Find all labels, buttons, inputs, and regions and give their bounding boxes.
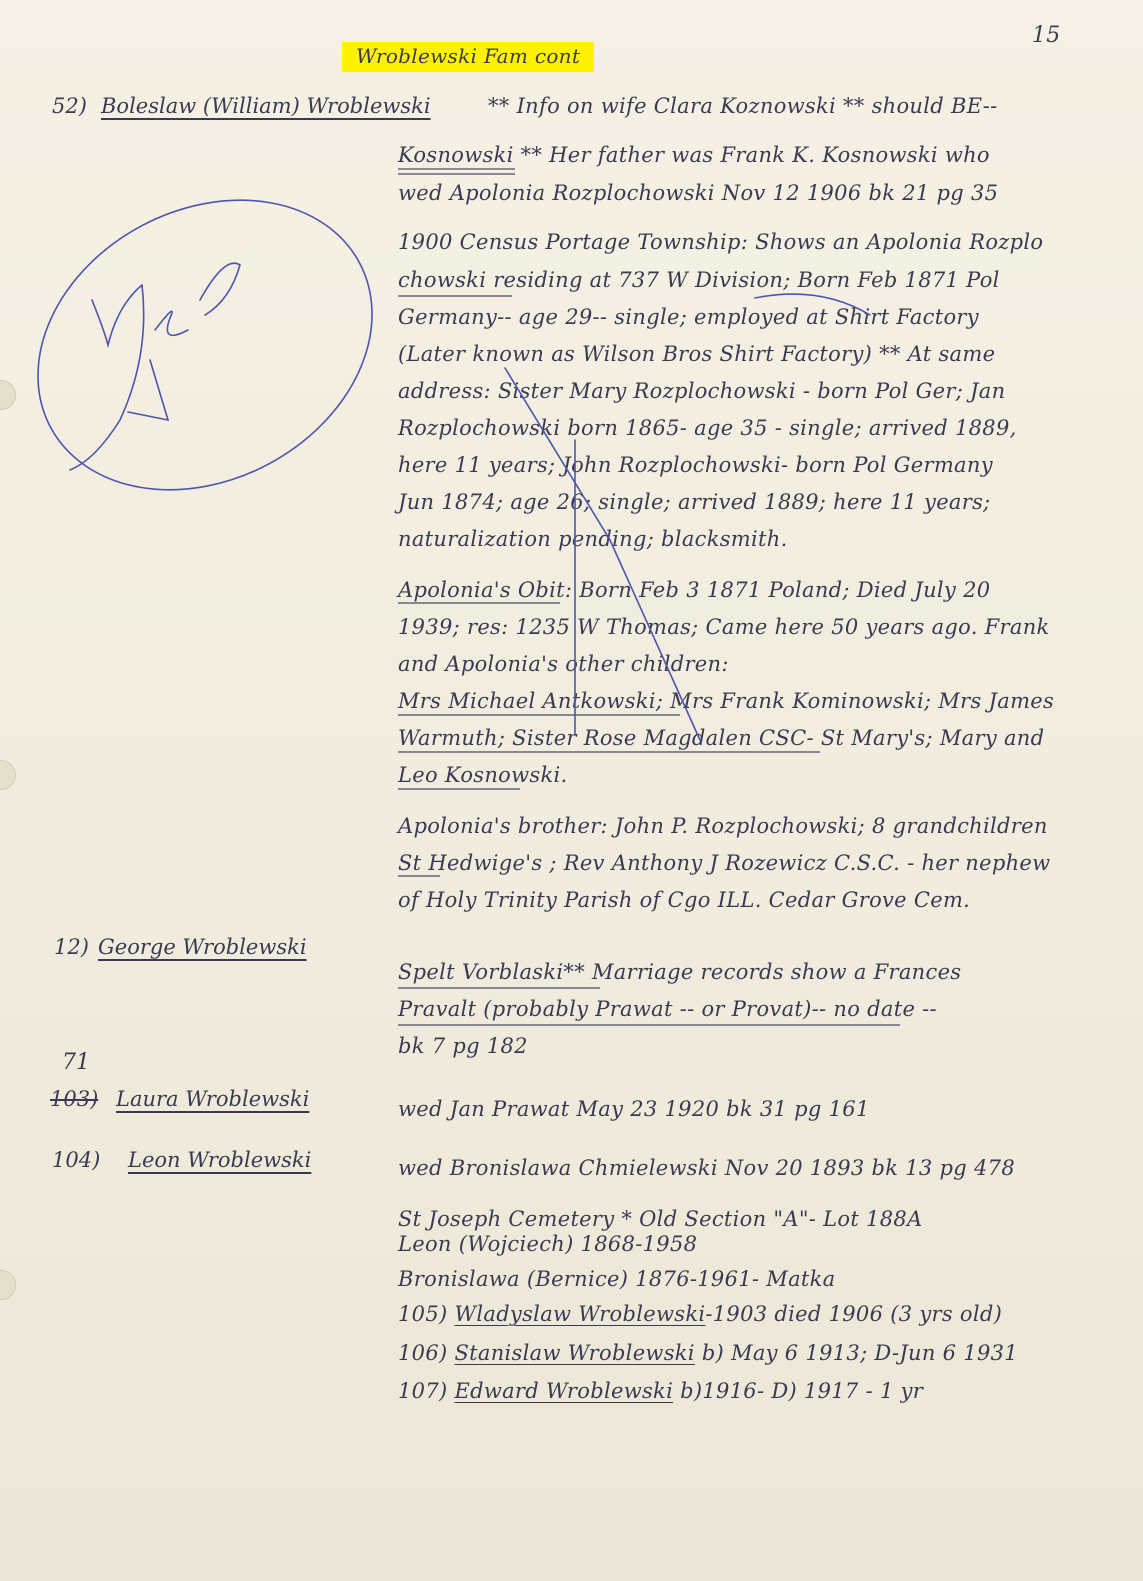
note-line: Rozplochowski born 1865- age 35 - single; arrived 1889,	[398, 416, 1017, 440]
note-line: Apolonia's Obit: Born Feb 3 1871 Poland; Died July 20	[398, 578, 991, 602]
note-line: Bronislawa (Bernice) 1876-1961- Matka	[398, 1267, 836, 1291]
note-line: Warmuth; Sister Rose Magdalen CSC- St Mary's; Mary and	[398, 726, 1045, 750]
child-name: Edward Wroblewski	[454, 1379, 674, 1403]
note-line: Jun 1874; age 26; single; arrived 1889; here 11 years;	[398, 490, 991, 514]
entry-52-id: 52)	[52, 94, 87, 118]
margin-mark: 71	[62, 1050, 90, 1075]
note-line: Spelt Vorblaski** Marriage records show a Frances	[398, 960, 962, 984]
note-line: Leon (Wojciech) 1868-1958	[398, 1232, 698, 1256]
note-line: address: Sister Mary Rozplochowski - born Pol Ger; Jan	[398, 379, 1006, 403]
child-text: b)1916- D) 1917 - 1 yr	[680, 1379, 924, 1403]
page-title: Wroblewski Fam cont	[342, 44, 594, 68]
child-name: Wladyslaw Wroblewski	[454, 1302, 706, 1326]
note-line: Mrs Michael Antkowski; Mrs Frank Kominowski; Mrs James	[398, 689, 1055, 713]
child-text: -1903 died 1906 (3 yrs old)	[705, 1302, 1003, 1326]
entry-104-name: Leon Wroblewski	[128, 1148, 312, 1172]
entry-52-note-head: ** Info on wife Clara Koznowski ** should BE--	[488, 94, 998, 118]
child-id: 105)	[398, 1302, 448, 1326]
entry-52-name: Boleslaw (William) Wroblewski	[101, 94, 431, 118]
note-line: naturalization pending; blacksmith.	[398, 527, 788, 551]
note-line: Kosnowski ** Her father was Frank K. Kosnowski who	[398, 143, 990, 167]
entry-103-id: 103)	[50, 1087, 99, 1111]
page-number: 15	[1032, 23, 1061, 48]
note-line: and Apolonia's other children:	[398, 652, 729, 676]
note-line: Leo Kosnowski.	[398, 763, 568, 787]
note-line: wed Bronislawa Chmielewski Nov 20 1893 bk 13 pg 478	[398, 1156, 1015, 1180]
child-name: Stanislaw Wroblewski	[454, 1341, 695, 1365]
note-line: (Later known as Wilson Bros Shirt Factory) ** At same	[398, 342, 996, 366]
note-line: St Hedwige's ; Rev Anthony J Rozewicz C.S.C. - her nephew	[398, 851, 1051, 875]
note-line: St Joseph Cemetery * Old Section "A"- Lot 188A	[398, 1207, 923, 1231]
entry-12-name: George Wroblewski	[98, 935, 307, 959]
note-line: Germany-- age 29-- single; employed at Shirt Factory	[398, 305, 979, 329]
note-line: 1939; res: 1235 W Thomas; Came here 50 years ago. Frank	[398, 615, 1050, 639]
note-line: wed Jan Prawat May 23 1920 bk 31 pg 161	[398, 1097, 870, 1121]
entry-103-name: Laura Wroblewski	[116, 1087, 310, 1111]
child-text: b) May 6 1913; D-Jun 6 1931	[701, 1341, 1018, 1365]
note-line: bk 7 pg 182	[398, 1034, 528, 1058]
note-line: chowski residing at 737 W Division; Born Feb 1871 Pol	[398, 268, 1000, 292]
note-line: here 11 years; John Rozplochowski- born Pol Germany	[398, 453, 993, 477]
note-line: Pravalt (probably Prawat -- or Provat)-- no date --	[398, 997, 937, 1021]
entry-104-id: 104)	[52, 1148, 101, 1172]
note-line: wed Apolonia Rozplochowski Nov 12 1906 bk 21 pg 35	[398, 181, 999, 205]
child-id: 106)	[398, 1341, 448, 1365]
note-line: 1900 Census Portage Township: Shows an Apolonia Rozplo	[398, 230, 1044, 254]
entry-12-id: 12)	[54, 935, 89, 959]
pen-annotation	[0, 144, 870, 740]
note-line: of Holy Trinity Parish of Cgo ILL. Cedar Grove Cem.	[398, 888, 971, 912]
child-id: 107)	[398, 1379, 448, 1403]
note-line: Apolonia's brother: John P. Rozplochowski; 8 grandchildren	[398, 814, 1048, 838]
